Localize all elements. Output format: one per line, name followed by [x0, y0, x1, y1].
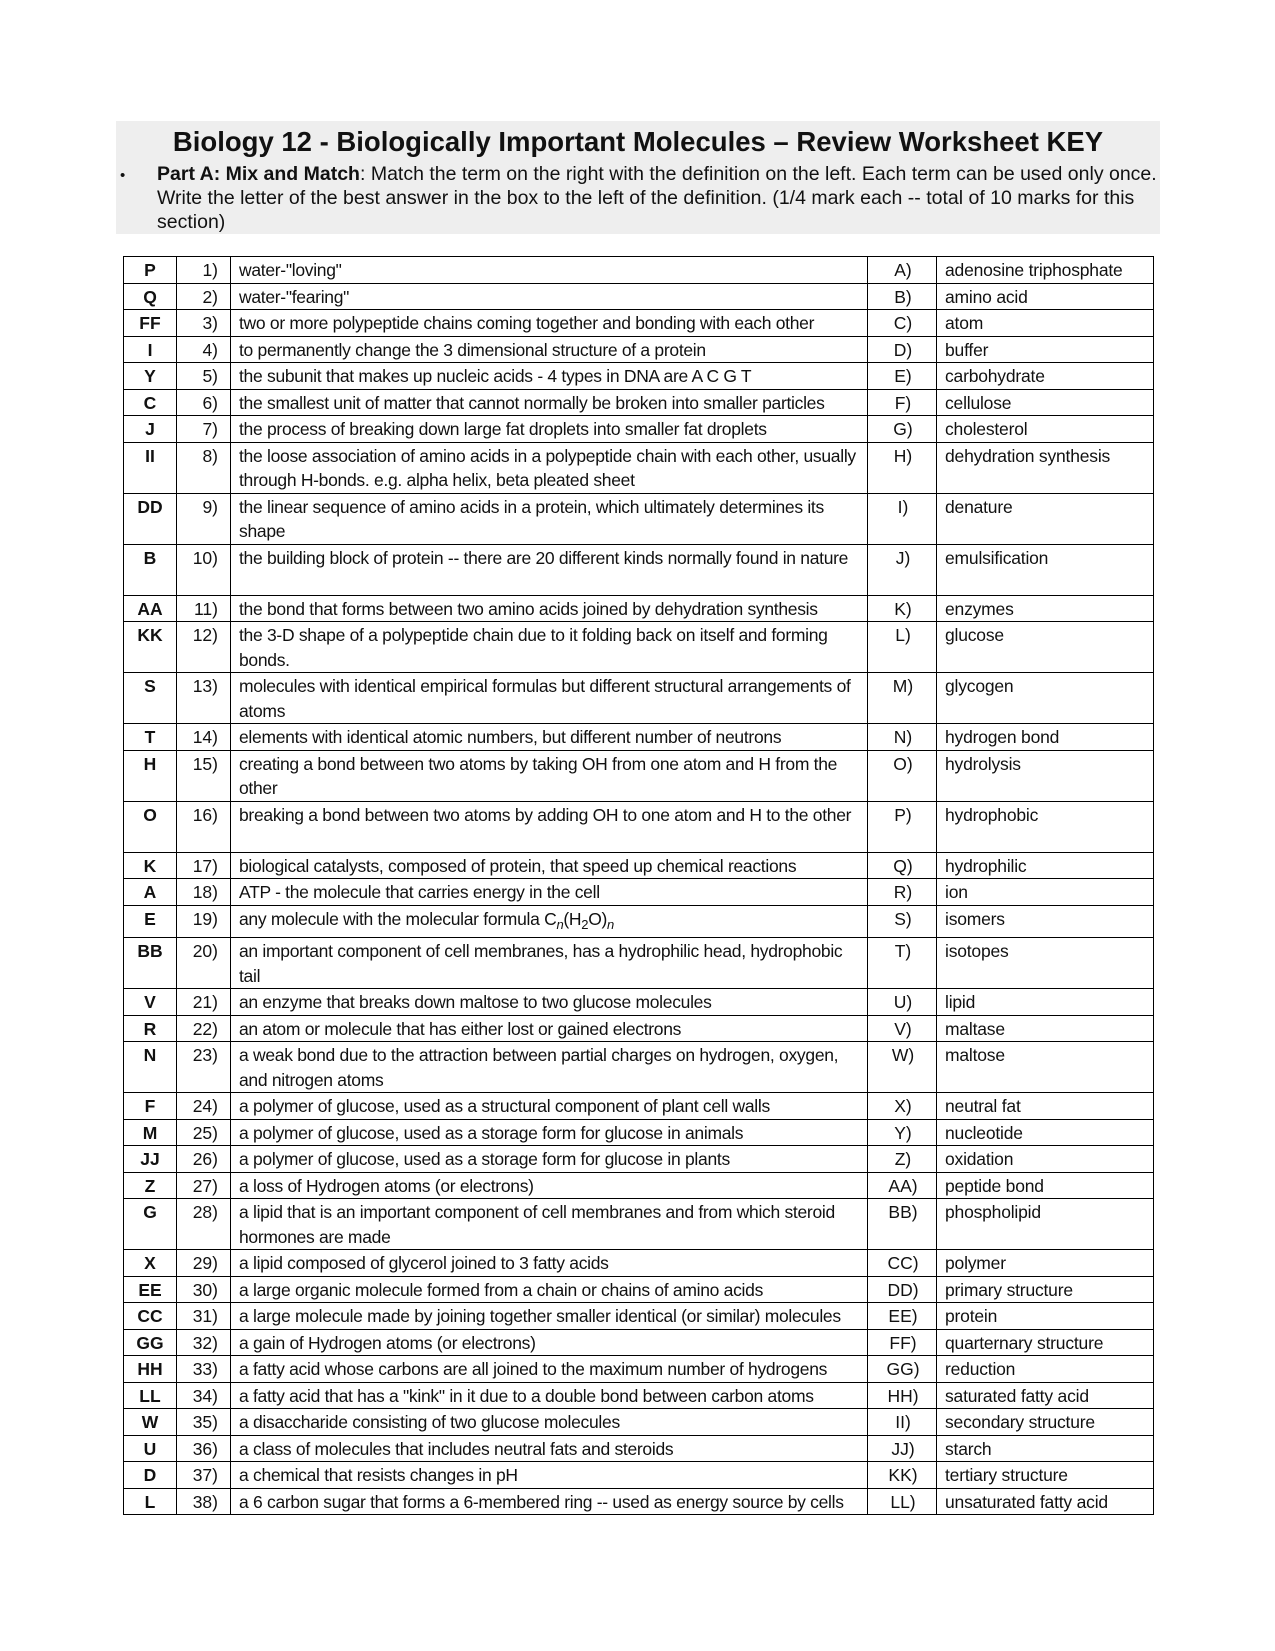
- question-number: 28): [177, 1199, 231, 1250]
- term-cell: unsaturated fatty acid: [937, 1488, 1154, 1515]
- question-number: 12): [177, 622, 231, 673]
- term-letter: T): [868, 938, 937, 989]
- question-number: 2): [177, 283, 231, 310]
- question-number: 33): [177, 1356, 231, 1383]
- term-cell: emulsification: [937, 544, 1154, 595]
- table-row: [124, 1329, 1154, 1356]
- term-letter: F): [868, 389, 937, 416]
- definition-cell: the subunit that makes up nucleic acids - 4 types in DNA are A C G T: [231, 363, 868, 390]
- answer-cell: N: [124, 1042, 177, 1093]
- term-letter: G): [868, 416, 937, 443]
- question-number: 29): [177, 1250, 231, 1277]
- table-row: [124, 1199, 1154, 1250]
- table-row: [124, 1303, 1154, 1330]
- term-letter: AA): [868, 1172, 937, 1199]
- definition-cell: an enzyme that breaks down maltose to two glucose molecules: [231, 989, 868, 1016]
- term-letter: U): [868, 989, 937, 1016]
- question-number: 9): [177, 493, 231, 544]
- term-letter: J): [868, 544, 937, 595]
- term-cell: enzymes: [937, 595, 1154, 622]
- answer-cell: HH: [124, 1356, 177, 1383]
- answer-cell: S: [124, 673, 177, 724]
- table-row: [124, 1462, 1154, 1489]
- table-row: [124, 1409, 1154, 1436]
- answer-cell: O: [124, 801, 177, 852]
- term-cell: dehydration synthesis: [937, 442, 1154, 493]
- question-number: 26): [177, 1146, 231, 1173]
- term-letter: M): [868, 673, 937, 724]
- definition-cell: a lipid composed of glycerol joined to 3 fatty acids: [231, 1250, 868, 1277]
- answer-cell: Q: [124, 283, 177, 310]
- formula-subscript-2: 2: [581, 916, 589, 932]
- table-row: [124, 493, 1154, 544]
- term-letter: BB): [868, 1199, 937, 1250]
- definition-cell: the process of breaking down large fat droplets into smaller fat droplets: [231, 416, 868, 443]
- question-number: 21): [177, 989, 231, 1016]
- question-number: 16): [177, 801, 231, 852]
- term-cell: adenosine triphosphate: [937, 257, 1154, 284]
- definition-cell: a lipid that is an important component of cell membranes and from which steroid hormones are made: [231, 1199, 868, 1250]
- answer-cell: V: [124, 989, 177, 1016]
- term-cell: tertiary structure: [937, 1462, 1154, 1489]
- table-row: [124, 801, 1154, 852]
- definition-cell: a large molecule made by joining together smaller identical (or similar) molecules: [231, 1303, 868, 1330]
- term-cell: oxidation: [937, 1146, 1154, 1173]
- matching-table: [123, 256, 1154, 1515]
- question-number: 5): [177, 363, 231, 390]
- answer-cell: KK: [124, 622, 177, 673]
- question-number: 19): [177, 905, 231, 938]
- definition-cell: two or more polypeptide chains coming together and bonding with each other: [231, 310, 868, 337]
- question-number: 6): [177, 389, 231, 416]
- answer-cell: EE: [124, 1276, 177, 1303]
- term-letter: K): [868, 595, 937, 622]
- question-number: 37): [177, 1462, 231, 1489]
- term-cell: hydrophilic: [937, 852, 1154, 879]
- answer-cell: D: [124, 1462, 177, 1489]
- table-row: [124, 1172, 1154, 1199]
- answer-cell: LL: [124, 1382, 177, 1409]
- table-row: [124, 989, 1154, 1016]
- table-row: [124, 416, 1154, 443]
- answer-cell: FF: [124, 310, 177, 337]
- table-row: [124, 442, 1154, 493]
- table-row: [124, 879, 1154, 906]
- term-cell: hydrolysis: [937, 750, 1154, 801]
- term-cell: peptide bond: [937, 1172, 1154, 1199]
- answer-cell: B: [124, 544, 177, 595]
- definition-cell: the linear sequence of amino acids in a protein, which ultimately determines its shape: [231, 493, 868, 544]
- term-cell: glycogen: [937, 673, 1154, 724]
- term-cell: buffer: [937, 336, 1154, 363]
- table-row: [124, 750, 1154, 801]
- bullet-marker: •: [120, 167, 126, 184]
- question-number: 8): [177, 442, 231, 493]
- table-row: [124, 1276, 1154, 1303]
- term-cell: phospholipid: [937, 1199, 1154, 1250]
- table-row: [124, 544, 1154, 595]
- definition-cell: an atom or molecule that has either lost or gained electrons: [231, 1015, 868, 1042]
- answer-cell: Y: [124, 363, 177, 390]
- table-row: [124, 1488, 1154, 1515]
- definition-cell: to permanently change the 3 dimensional structure of a protein: [231, 336, 868, 363]
- question-number: 3): [177, 310, 231, 337]
- definition-cell: a 6 carbon sugar that forms a 6-membered ring -- used as energy source by cells: [231, 1488, 868, 1515]
- definition-cell: an important component of cell membranes, has a hydrophilic head, hydrophobic tail: [231, 938, 868, 989]
- term-letter: X): [868, 1093, 937, 1120]
- term-cell: nucleotide: [937, 1119, 1154, 1146]
- formula-o: O): [588, 908, 608, 929]
- term-letter: R): [868, 879, 937, 906]
- definition-cell: a class of molecules that includes neutral fats and steroids: [231, 1435, 868, 1462]
- table-row: [124, 1093, 1154, 1120]
- table-row: [124, 673, 1154, 724]
- definition-cell: the 3-D shape of a polypeptide chain due to it folding back on itself and forming bonds.: [231, 622, 868, 673]
- term-cell: isomers: [937, 905, 1154, 938]
- question-number: 17): [177, 852, 231, 879]
- definition-cell: a loss of Hydrogen atoms (or electrons): [231, 1172, 868, 1199]
- table-row: [124, 336, 1154, 363]
- definition-cell: a disaccharide consisting of two glucose molecules: [231, 1409, 868, 1436]
- term-letter: E): [868, 363, 937, 390]
- term-letter: B): [868, 283, 937, 310]
- term-cell: starch: [937, 1435, 1154, 1462]
- term-cell: hydrophobic: [937, 801, 1154, 852]
- question-number: 31): [177, 1303, 231, 1330]
- answer-cell: K: [124, 852, 177, 879]
- answer-cell: E: [124, 905, 177, 938]
- question-number: 25): [177, 1119, 231, 1146]
- definition-cell: the building block of protein -- there are 20 different kinds normally found in nature: [231, 544, 868, 595]
- page-title: Biology 12 - Biologically Important Molecules – Review Worksheet KEY: [172, 126, 1104, 157]
- term-cell: glucose: [937, 622, 1154, 673]
- answer-cell: II: [124, 442, 177, 493]
- question-number: 36): [177, 1435, 231, 1462]
- definition-cell: [231, 905, 868, 938]
- definition-cell: a polymer of glucose, used as a storage form for glucose in plants: [231, 1146, 868, 1173]
- term-letter: LL): [868, 1488, 937, 1515]
- answer-cell: JJ: [124, 1146, 177, 1173]
- definition-cell: a polymer of glucose, used as a structural component of plant cell walls: [231, 1093, 868, 1120]
- table-row: [124, 1250, 1154, 1277]
- definition-cell: a gain of Hydrogen atoms (or electrons): [231, 1329, 868, 1356]
- definition-cell: a polymer of glucose, used as a storage form for glucose in animals: [231, 1119, 868, 1146]
- term-letter: DD): [868, 1276, 937, 1303]
- definition-cell: a fatty acid whose carbons are all joined to the maximum number of hydrogens: [231, 1356, 868, 1383]
- question-number: 11): [177, 595, 231, 622]
- term-cell: amino acid: [937, 283, 1154, 310]
- term-letter: Y): [868, 1119, 937, 1146]
- answer-cell: T: [124, 724, 177, 751]
- answer-cell: DD: [124, 493, 177, 544]
- term-cell: hydrogen bond: [937, 724, 1154, 751]
- table-row: [124, 1435, 1154, 1462]
- part-a-instructions: [157, 162, 1160, 234]
- term-letter: EE): [868, 1303, 937, 1330]
- definition-cell: the loose association of amino acids in a polypeptide chain with each other, usually through H-bonds. e.g. alpha helix, beta pleated sheet: [231, 442, 868, 493]
- term-cell: secondary structure: [937, 1409, 1154, 1436]
- term-letter: II): [868, 1409, 937, 1436]
- term-letter: D): [868, 336, 937, 363]
- question-number: 15): [177, 750, 231, 801]
- answer-cell: M: [124, 1119, 177, 1146]
- definition-cell: a large organic molecule formed from a chain or chains of amino acids: [231, 1276, 868, 1303]
- term-letter: KK): [868, 1462, 937, 1489]
- term-cell: isotopes: [937, 938, 1154, 989]
- table-row: [124, 363, 1154, 390]
- definition-cell: ATP - the molecule that carries energy in the cell: [231, 879, 868, 906]
- answer-cell: GG: [124, 1329, 177, 1356]
- question-number: 7): [177, 416, 231, 443]
- definition-cell: water-"fearing": [231, 283, 868, 310]
- table-row: [124, 852, 1154, 879]
- term-cell: primary structure: [937, 1276, 1154, 1303]
- answer-cell: BB: [124, 938, 177, 989]
- term-cell: saturated fatty acid: [937, 1382, 1154, 1409]
- table-row: [124, 1042, 1154, 1093]
- question-number: 1): [177, 257, 231, 284]
- term-letter: N): [868, 724, 937, 751]
- term-letter: Q): [868, 852, 937, 879]
- table-row: [124, 1119, 1154, 1146]
- answer-cell: U: [124, 1435, 177, 1462]
- term-cell: cellulose: [937, 389, 1154, 416]
- question-number: 23): [177, 1042, 231, 1093]
- term-cell: reduction: [937, 1356, 1154, 1383]
- term-letter: O): [868, 750, 937, 801]
- definition-cell: elements with identical atomic numbers, but different number of neutrons: [231, 724, 868, 751]
- definition-cell: the bond that forms between two amino acids joined by dehydration synthesis: [231, 595, 868, 622]
- term-letter: GG): [868, 1356, 937, 1383]
- definition-cell: the smallest unit of matter that cannot normally be broken into smaller particles: [231, 389, 868, 416]
- term-letter: I): [868, 493, 937, 544]
- question-number: 30): [177, 1276, 231, 1303]
- question-number: 24): [177, 1093, 231, 1120]
- answer-cell: F: [124, 1093, 177, 1120]
- answer-cell: W: [124, 1409, 177, 1436]
- definition-cell: a chemical that resists changes in pH: [231, 1462, 868, 1489]
- table-row: [124, 283, 1154, 310]
- term-letter: P): [868, 801, 937, 852]
- table-row: [124, 310, 1154, 337]
- term-letter: JJ): [868, 1435, 937, 1462]
- answer-cell: C: [124, 389, 177, 416]
- answer-cell: AA: [124, 595, 177, 622]
- term-cell: denature: [937, 493, 1154, 544]
- answer-cell: L: [124, 1488, 177, 1515]
- answer-cell: J: [124, 416, 177, 443]
- term-letter: C): [868, 310, 937, 337]
- term-letter: V): [868, 1015, 937, 1042]
- term-letter: Z): [868, 1146, 937, 1173]
- table-row: [124, 724, 1154, 751]
- definition-text: any molecule with the molecular formula C: [239, 908, 557, 929]
- definition-cell: creating a bond between two atoms by taking OH from one atom and H from the other: [231, 750, 868, 801]
- answer-cell: P: [124, 257, 177, 284]
- definition-cell: a weak bond due to the attraction between partial charges on hydrogen, oxygen, and nitrogen atoms: [231, 1042, 868, 1093]
- formula-subscript-n: n: [556, 916, 564, 932]
- table-row: [124, 595, 1154, 622]
- answer-cell: X: [124, 1250, 177, 1277]
- table-row: [124, 905, 1154, 938]
- question-number: 38): [177, 1488, 231, 1515]
- term-cell: cholesterol: [937, 416, 1154, 443]
- term-cell: lipid: [937, 989, 1154, 1016]
- term-cell: maltose: [937, 1042, 1154, 1093]
- question-number: 20): [177, 938, 231, 989]
- term-letter: L): [868, 622, 937, 673]
- term-cell: protein: [937, 1303, 1154, 1330]
- question-number: 18): [177, 879, 231, 906]
- question-number: 34): [177, 1382, 231, 1409]
- question-number: 10): [177, 544, 231, 595]
- table-row: [124, 389, 1154, 416]
- answer-cell: CC: [124, 1303, 177, 1330]
- term-letter: S): [868, 905, 937, 938]
- term-cell: quarternary structure: [937, 1329, 1154, 1356]
- term-cell: carbohydrate: [937, 363, 1154, 390]
- definition-cell: molecules with identical empirical formulas but different structural arrangements of atoms: [231, 673, 868, 724]
- term-letter: CC): [868, 1250, 937, 1277]
- term-letter: FF): [868, 1329, 937, 1356]
- answer-cell: R: [124, 1015, 177, 1042]
- term-cell: neutral fat: [937, 1093, 1154, 1120]
- question-number: 35): [177, 1409, 231, 1436]
- term-letter: HH): [868, 1382, 937, 1409]
- table-row: [124, 257, 1154, 284]
- answer-cell: Z: [124, 1172, 177, 1199]
- term-letter: A): [868, 257, 937, 284]
- definition-cell: water-"loving": [231, 257, 868, 284]
- question-number: 14): [177, 724, 231, 751]
- answer-cell: G: [124, 1199, 177, 1250]
- table-row: [124, 1146, 1154, 1173]
- term-cell: ion: [937, 879, 1154, 906]
- table-row: [124, 1015, 1154, 1042]
- answer-cell: A: [124, 879, 177, 906]
- answer-cell: H: [124, 750, 177, 801]
- part-a-heading: Part A: Mix and Match: [157, 163, 360, 185]
- table-row: [124, 1382, 1154, 1409]
- term-cell: atom: [937, 310, 1154, 337]
- table-row: [124, 1356, 1154, 1383]
- formula-h: (H: [563, 908, 582, 929]
- table-row: [124, 938, 1154, 989]
- question-number: 27): [177, 1172, 231, 1199]
- term-cell: polymer: [937, 1250, 1154, 1277]
- definition-cell: a fatty acid that has a "kink" in it due to a double bond between carbon atoms: [231, 1382, 868, 1409]
- definition-cell: biological catalysts, composed of protein, that speed up chemical reactions: [231, 852, 868, 879]
- question-number: 4): [177, 336, 231, 363]
- question-number: 32): [177, 1329, 231, 1356]
- definition-cell: breaking a bond between two atoms by adding OH to one atom and H to the other: [231, 801, 868, 852]
- term-letter: W): [868, 1042, 937, 1093]
- table-row: [124, 622, 1154, 673]
- answer-cell: I: [124, 336, 177, 363]
- question-number: 13): [177, 673, 231, 724]
- question-number: 22): [177, 1015, 231, 1042]
- formula-subscript-n: n: [607, 916, 614, 932]
- term-cell: maltase: [937, 1015, 1154, 1042]
- term-letter: H): [868, 442, 937, 493]
- part-a-instructions-text: : Match the term on the right with the definition on the left. Each term can be used only once. Write the letter of the best answer in the box to the left of the definition. (1/4 mark each -- total of 10 marks for this section): [157, 163, 1157, 233]
